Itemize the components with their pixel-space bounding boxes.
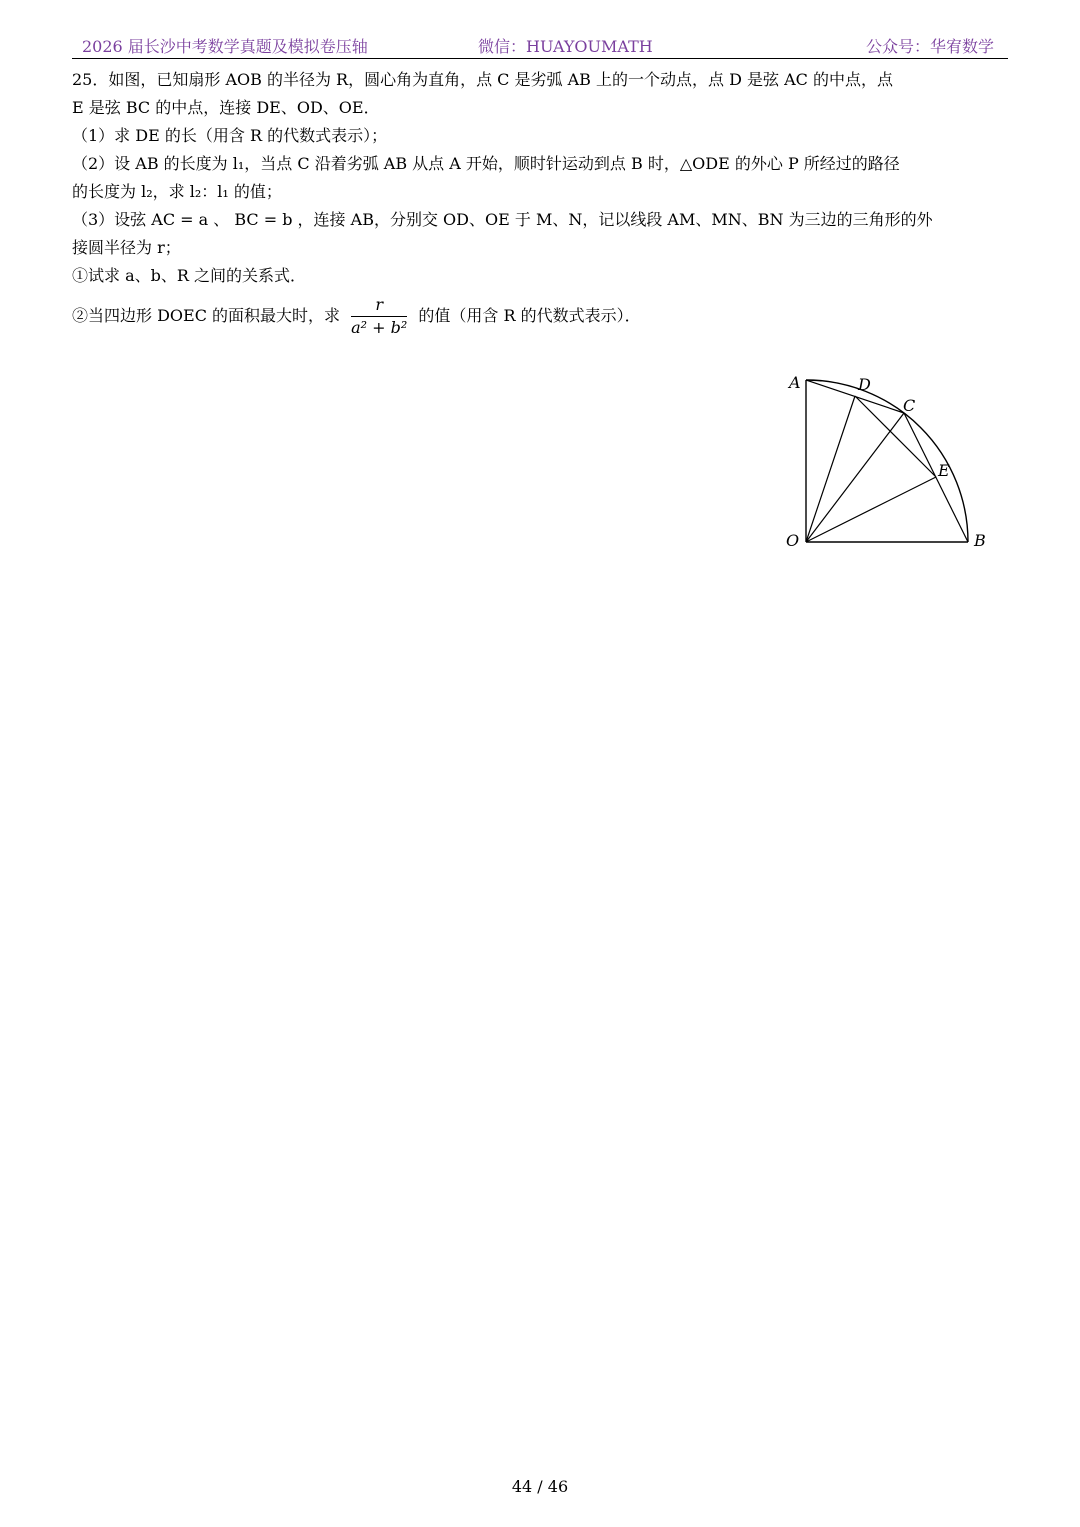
problem-part-1: （1）求 DE 的长（用含 R 的代数式表示）； xyxy=(72,126,388,145)
header-account: 公众号：华宥数学 xyxy=(865,37,994,56)
label-o: O xyxy=(786,531,800,550)
sector-figure xyxy=(770,368,1010,558)
fraction-numerator: r xyxy=(351,294,407,317)
problem-part-2: （2）设 AB 的长度为 l₁，当点 C 沿着劣弧 AB 从点 A 开始，顺时针运动到点 B 时，△ODE 的外心 P 所经过的路径 xyxy=(72,154,900,173)
q2-text-after: 的值（用含 R 的代数式表示）． xyxy=(418,306,641,325)
page-number: 44 / 46 xyxy=(511,1477,569,1496)
segment-de xyxy=(855,396,936,477)
header-title: 2026 届长沙中考数学真题及模拟卷压轴 xyxy=(82,37,368,56)
fraction-denominator: a² + b² xyxy=(351,318,408,337)
q2-text-before: ②当四边形 DOEC 的面积最大时，求 xyxy=(72,306,341,325)
problem-part-3-cont: 接圆半径为 r； xyxy=(72,238,181,257)
sector-diagram xyxy=(770,368,1010,558)
segment-od xyxy=(806,396,855,542)
label-e: E xyxy=(938,461,950,480)
problem-line-1: 25．如图，已知扇形 AOB 的半径为 R，圆心角为直角，点 C 是劣弧 AB 上的一个动点，点 D 是弦 AC 的中点，点 xyxy=(72,70,893,89)
label-a: A xyxy=(789,373,801,392)
page-header xyxy=(72,30,1008,59)
problem-line-2: E 是弦 BC 的中点，连接 DE、OD、OE． xyxy=(72,98,380,117)
header-wechat: 微信：HUAYOUMATH xyxy=(478,37,653,56)
problem-part-3-q2 xyxy=(72,294,641,339)
problem-part-3: （3）设弦 AC = a 、 BC = b ，连接 AB，分别交 OD、OE 于 M、N，记以线段 AM、MN、BN 为三边的三角形的外 xyxy=(72,210,933,229)
segment-oc xyxy=(806,413,904,542)
label-c: C xyxy=(903,396,916,415)
segment-oe xyxy=(806,477,936,542)
problem-part-2-cont: 的长度为 l₂，求 l₂：l₁ 的值； xyxy=(72,182,282,201)
problem-part-3-q1: ①试求 a、b、R 之间的关系式． xyxy=(72,266,307,285)
fraction xyxy=(351,294,407,339)
label-d: D xyxy=(858,375,871,394)
label-b: B xyxy=(974,531,986,550)
